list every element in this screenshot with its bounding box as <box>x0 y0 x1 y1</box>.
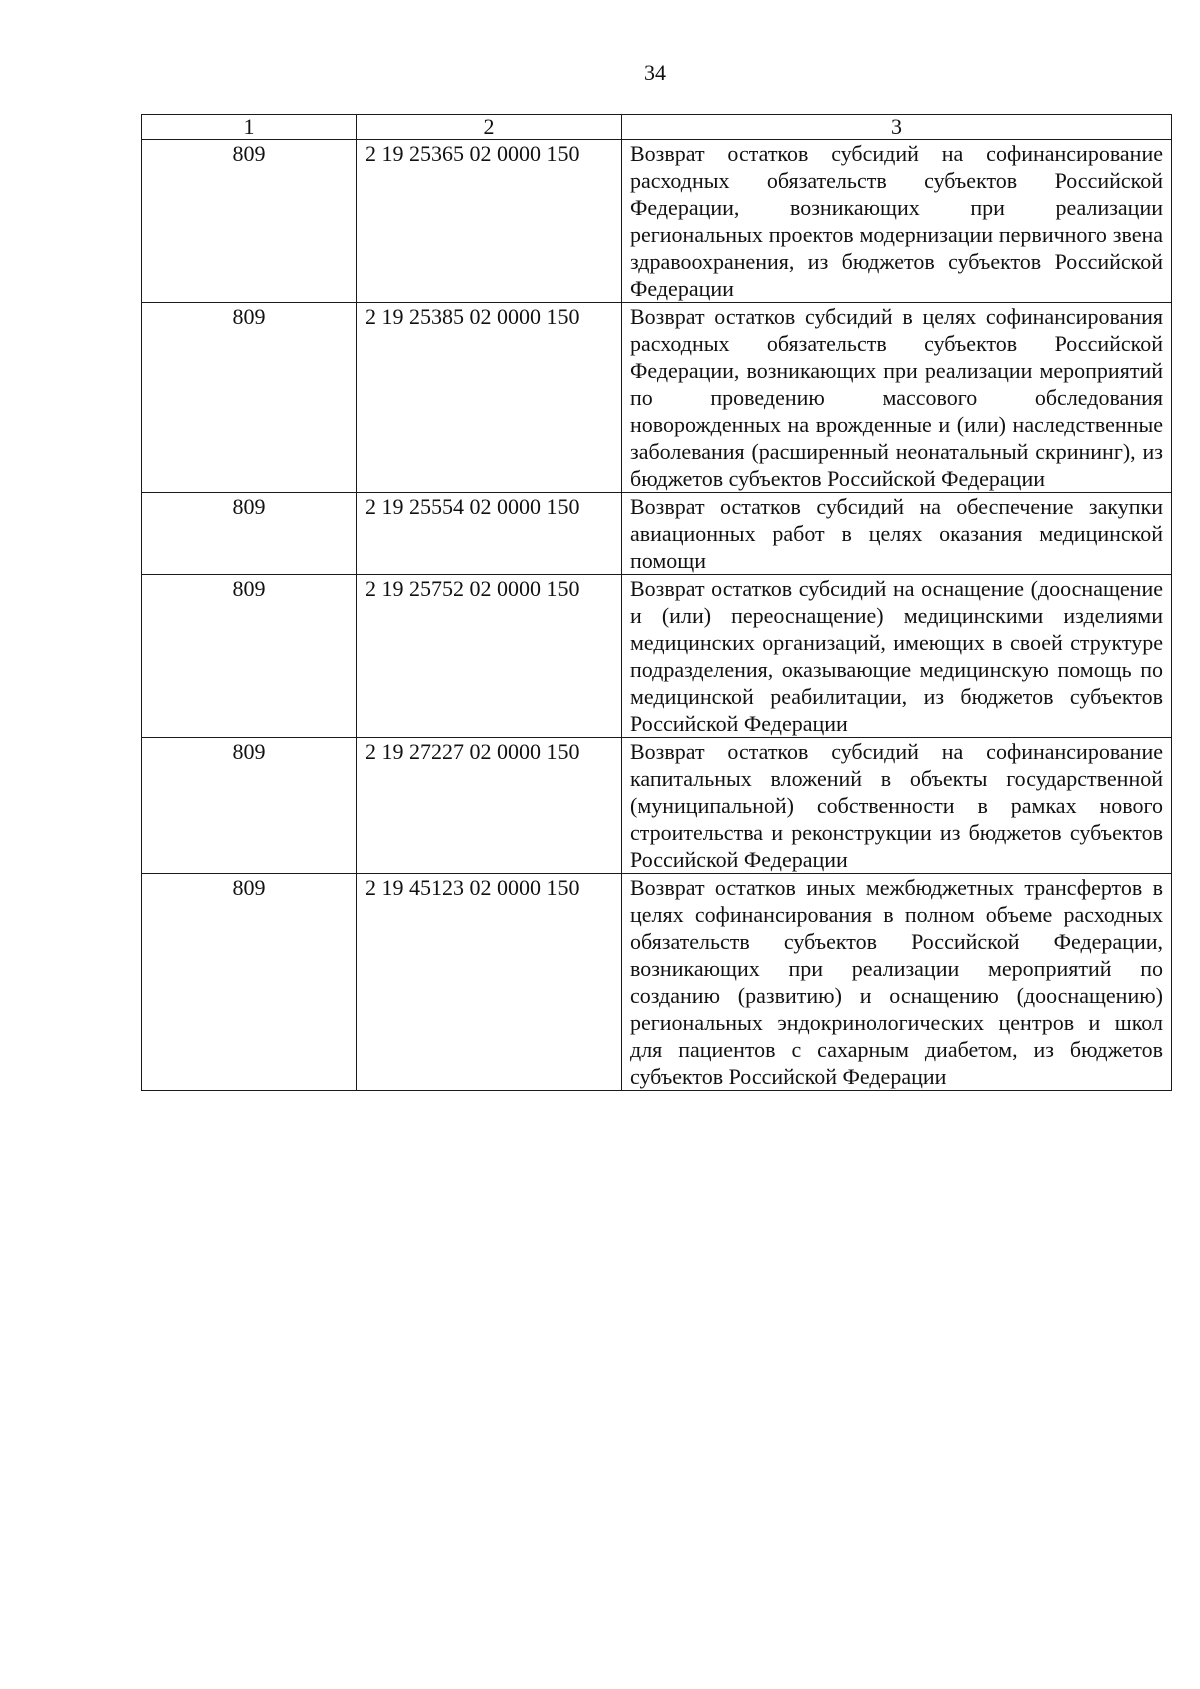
kbk-code-cell: 2 19 25365 02 0000 150 <box>357 140 622 303</box>
column-header-3: 3 <box>622 115 1172 140</box>
kbk-code-cell: 2 19 27227 02 0000 150 <box>357 738 622 874</box>
table-row <box>142 493 1172 575</box>
admin-code-cell: 809 <box>142 738 357 874</box>
budget-classification-table <box>141 114 1172 1091</box>
admin-code-cell: 809 <box>142 303 357 493</box>
description-cell: Возврат остатков субсидий на оснащение (дооснащение и (или) переоснащение) медицинскими изделиями медицинских организаций, имеющих в своей структуре подразделения, оказывающие медицинскую помощь по медицинской реабилитации, из бюджетов субъектов Российской Федерации <box>622 575 1172 738</box>
kbk-code-cell: 2 19 25385 02 0000 150 <box>357 303 622 493</box>
table-row <box>142 303 1172 493</box>
kbk-code-cell: 2 19 25554 02 0000 150 <box>357 493 622 575</box>
table-row <box>142 575 1172 738</box>
kbk-code-cell: 2 19 25752 02 0000 150 <box>357 575 622 738</box>
column-header-2: 2 <box>357 115 622 140</box>
kbk-code-cell: 2 19 45123 02 0000 150 <box>357 874 622 1091</box>
admin-code-cell: 809 <box>142 575 357 738</box>
header-row <box>142 115 1172 140</box>
table-row <box>142 874 1172 1091</box>
description-cell: Возврат остатков иных межбюджетных трансфертов в целях софинансирования в полном объеме расходных обязательств субъектов Российской Федерации, возникающих при реализации мероприятий по созданию (развитию) и оснащению (дооснащению) региональных эндокринологических центров и школ для пациентов с сахарным диабетом, из бюджетов субъектов Российской Федерации <box>622 874 1172 1091</box>
description-cell: Возврат остатков субсидий на обеспечение закупки авиационных работ в целях оказания медицинской помощи <box>622 493 1172 575</box>
description-cell: Возврат остатков субсидий на софинансирование капитальных вложений в объекты государственной (муниципальной) собственности в рамках нового строительства и реконструкции из бюджетов субъектов Российской Федерации <box>622 738 1172 874</box>
admin-code-cell: 809 <box>142 874 357 1091</box>
table-body <box>142 140 1172 1091</box>
page-number: 34 <box>644 60 666 85</box>
column-header-1: 1 <box>142 115 357 140</box>
admin-code-cell: 809 <box>142 140 357 303</box>
description-cell: Возврат остатков субсидий в целях софинансирования расходных обязательств субъектов Российской Федерации, возникающих при реализации мероприятий по проведению массового обследования новорожденных на врожденные и (или) наследственные заболевания (расширенный неонатальный скрининг), из бюджетов субъектов Российской Федерации <box>622 303 1172 493</box>
table-row <box>142 140 1172 303</box>
admin-code-cell: 809 <box>142 493 357 575</box>
description-cell: Возврат остатков субсидий на софинансирование расходных обязательств субъектов Российской Федерации, возникающих при реализации региональных проектов модернизации первичного звена здравоохранения, из бюджетов субъектов Российской Федерации <box>622 140 1172 303</box>
table-header <box>142 115 1172 140</box>
table-row <box>142 738 1172 874</box>
